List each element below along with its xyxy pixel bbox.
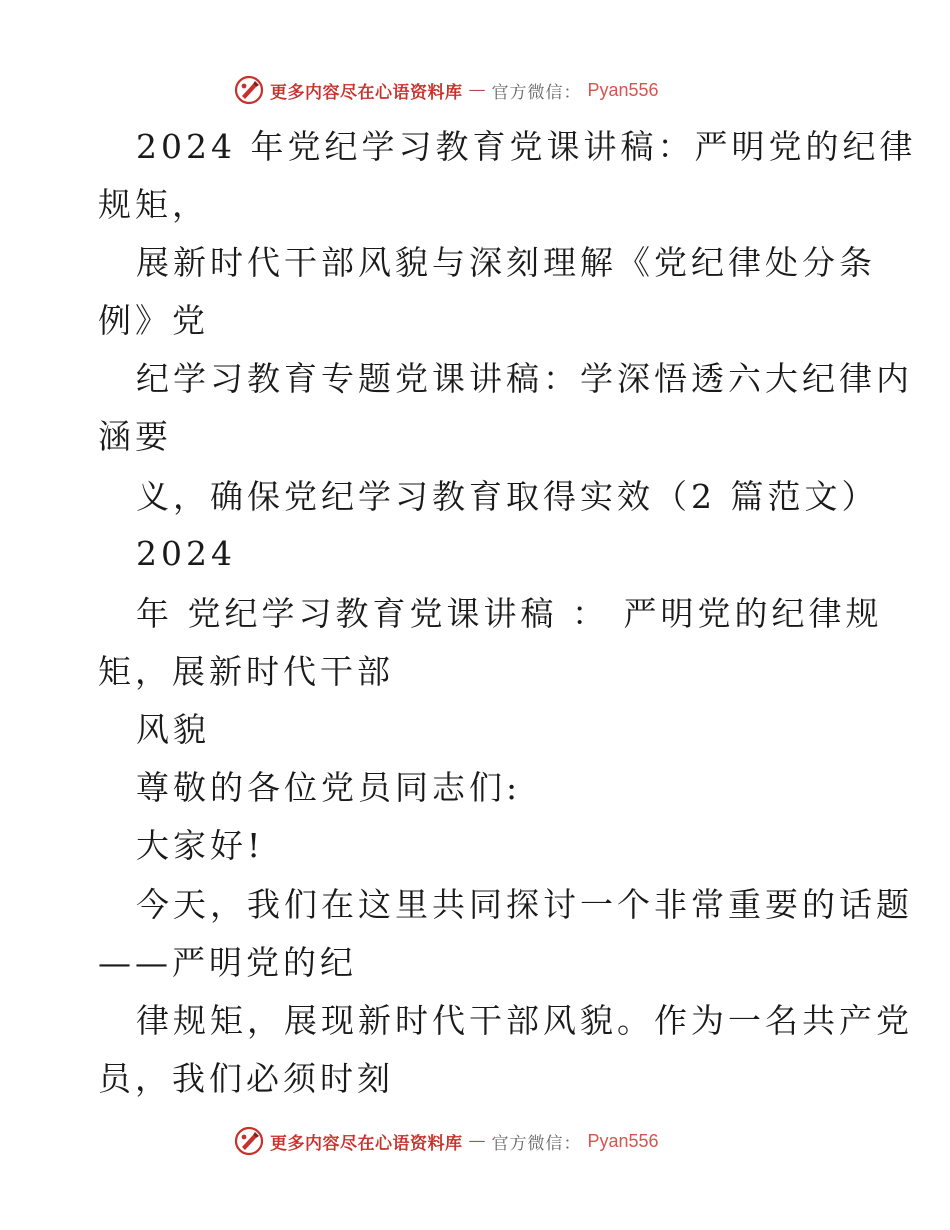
logo-icon: [234, 1126, 264, 1156]
body-line: 规矩，: [98, 185, 209, 224]
body-line: 涵要: [98, 417, 172, 456]
body-line: 义，确保党纪学习教育取得实效（2 篇范文）: [136, 477, 879, 516]
watermark-dash: —: [468, 80, 486, 100]
body-line: 纪学习教育专题党课讲稿：学深悟透六大纪律内: [136, 359, 913, 398]
watermark-official-label: 官方微信：: [491, 82, 582, 103]
footer-watermark: [234, 1124, 659, 1158]
watermark-title: 更多内容尽在心语资料库: [270, 82, 463, 103]
body-line: ——严明党的纪: [98, 943, 357, 982]
body-line: 年 党纪学习教育党课讲稿 ： 严明党的纪律规: [136, 594, 883, 633]
body-line: 尊敬的各位党员同志们:: [136, 768, 522, 807]
body-line: 大家好!: [136, 826, 265, 865]
watermark-wechat-id: Pyan556: [587, 1130, 659, 1151]
watermark-official-label: 官方微信：: [491, 1133, 582, 1154]
header-watermark: [234, 73, 659, 107]
body-line: 今天，我们在这里共同探讨一个非常重要的话题: [136, 885, 913, 924]
watermark-wechat-id: Pyan556: [587, 79, 659, 100]
body-line: 例》党: [98, 301, 209, 340]
body-line: 展新时代干部风貌与深刻理解《党纪律处分条: [136, 243, 876, 282]
watermark-dash: —: [468, 1131, 486, 1151]
body-line: 风貌: [136, 710, 210, 749]
logo-icon: [234, 75, 264, 105]
body-line: 2024 年党纪学习教育党课讲稿：严明党的纪律: [136, 127, 917, 166]
body-line: 律规矩，展现新时代干部风貌。作为一名共产党: [136, 1001, 913, 1040]
body-line: 矩，展新时代干部: [98, 652, 394, 691]
body-line: 员，我们必须时刻: [98, 1059, 394, 1098]
watermark-title: 更多内容尽在心语资料库: [270, 1133, 463, 1154]
body-line: 2024: [136, 534, 236, 573]
